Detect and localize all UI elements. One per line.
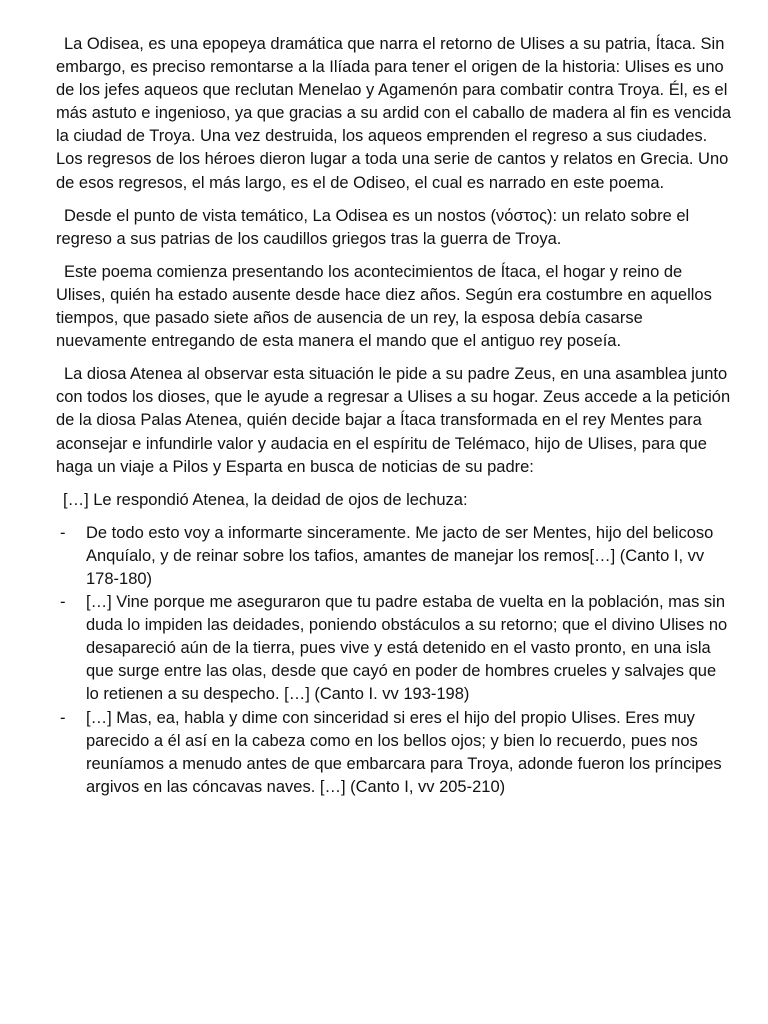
dash-marker: - <box>60 593 66 612</box>
quote-text: […] Vine porque me aseguraron que tu padre estaba de vuelta en la población, mas sin duda lo impiden las deidades, poniendo obstáculos a su retorno; que el divino Ulises no desapareció aún de la tierra, pues vive y está detenido en el vasto pronto, en una isla que surge entre las olas, desde que cayó en poder de hombres crueles y salvajes que lo retienen a su despecho. […] (Canto I. vv 193-198) <box>86 593 728 704</box>
quote-item <box>56 707 732 799</box>
paragraph-intro: La Odisea, es una epopeya dramática que narra el retorno de Ulises a su patria, Ítaca. Sin embargo, es preciso remontarse a la Ilíada para tener el origen de la historia: Ulises es uno de los jefes aqueos que reclutan Menelao y Agamenón para combatir contra Troya. Él, es el más astuto e ingenioso, ya que gracias a su ardid con el caballo de madera al fin es vencida la ciudad de Troya. Una vez destruida, los aqueos emprenden el regreso a sus ciudades. Los regresos de los héroes dieron lugar a toda una serie de cantos y relatos en Grecia. Uno de esos regresos, el más largo, es el de Odiseo, el cual es narrado en este poema. <box>56 35 732 192</box>
quote-list <box>56 522 732 799</box>
dash-marker: - <box>60 708 66 727</box>
paragraph-atenea: La diosa Atenea al observar esta situación le pide a su padre Zeus, en una asamblea junto con todos los dioses, que le ayude a regresar a Ulises a su hogar. Zeus accede a la petición de la diosa Palas Atenea, quién decide bajar a Ítaca transformada en el rey Mentes para aconsejar e infundirle valor y audacia en el espíritu de Telémaco, hijo de Ulises, para que haga un viaje a Pilos y Esparta en busca de noticias de su padre: <box>56 365 731 476</box>
paragraph-nostos: Desde el punto de vista temático, La Odisea es un nostos (νόστος): un relato sobre el regreso a sus patrias de los caudillos griegos tras la guerra de Troya. <box>56 206 690 248</box>
paragraph-itaca: Este poema comienza presentando los acontecimientos de Ítaca, el hogar y reino de Ulises, quién ha estado ausente desde hace diez años. Según era costumbre en aquellos tiempos, que pasado siete años de ausencia de un rey, la esposa debía casarse nuevamente entregando de esta manera el mando que el antiguo rey poseía. <box>56 262 712 351</box>
quote-intro: […] Le respondió Atenea, la deidad de ojos de lechuza: <box>63 490 468 509</box>
quote-item <box>56 591 732 706</box>
document-page <box>56 33 732 799</box>
quote-item <box>56 522 732 591</box>
dash-marker: - <box>60 523 66 542</box>
quote-text: […] Mas, ea, habla y dime con sinceridad si eres el hijo del propio Ulises. Eres muy parecido a él así en la cabeza como en los bellos ojos; y bien lo recuerdo, pues nos reuníamos a menudo antes de que embarcara para Troya, adonde fueron los príncipes argivos en las cóncavas naves. […] (Canto I, vv 205-210) <box>86 708 722 796</box>
quote-text: De todo esto voy a informarte sinceramente. Me jacto de ser Mentes, hijo del belicoso Anquíalo, y de reinar sobre los tafios, amantes de manejar los remos[…] (Canto I, vv 178-180) <box>86 523 714 588</box>
